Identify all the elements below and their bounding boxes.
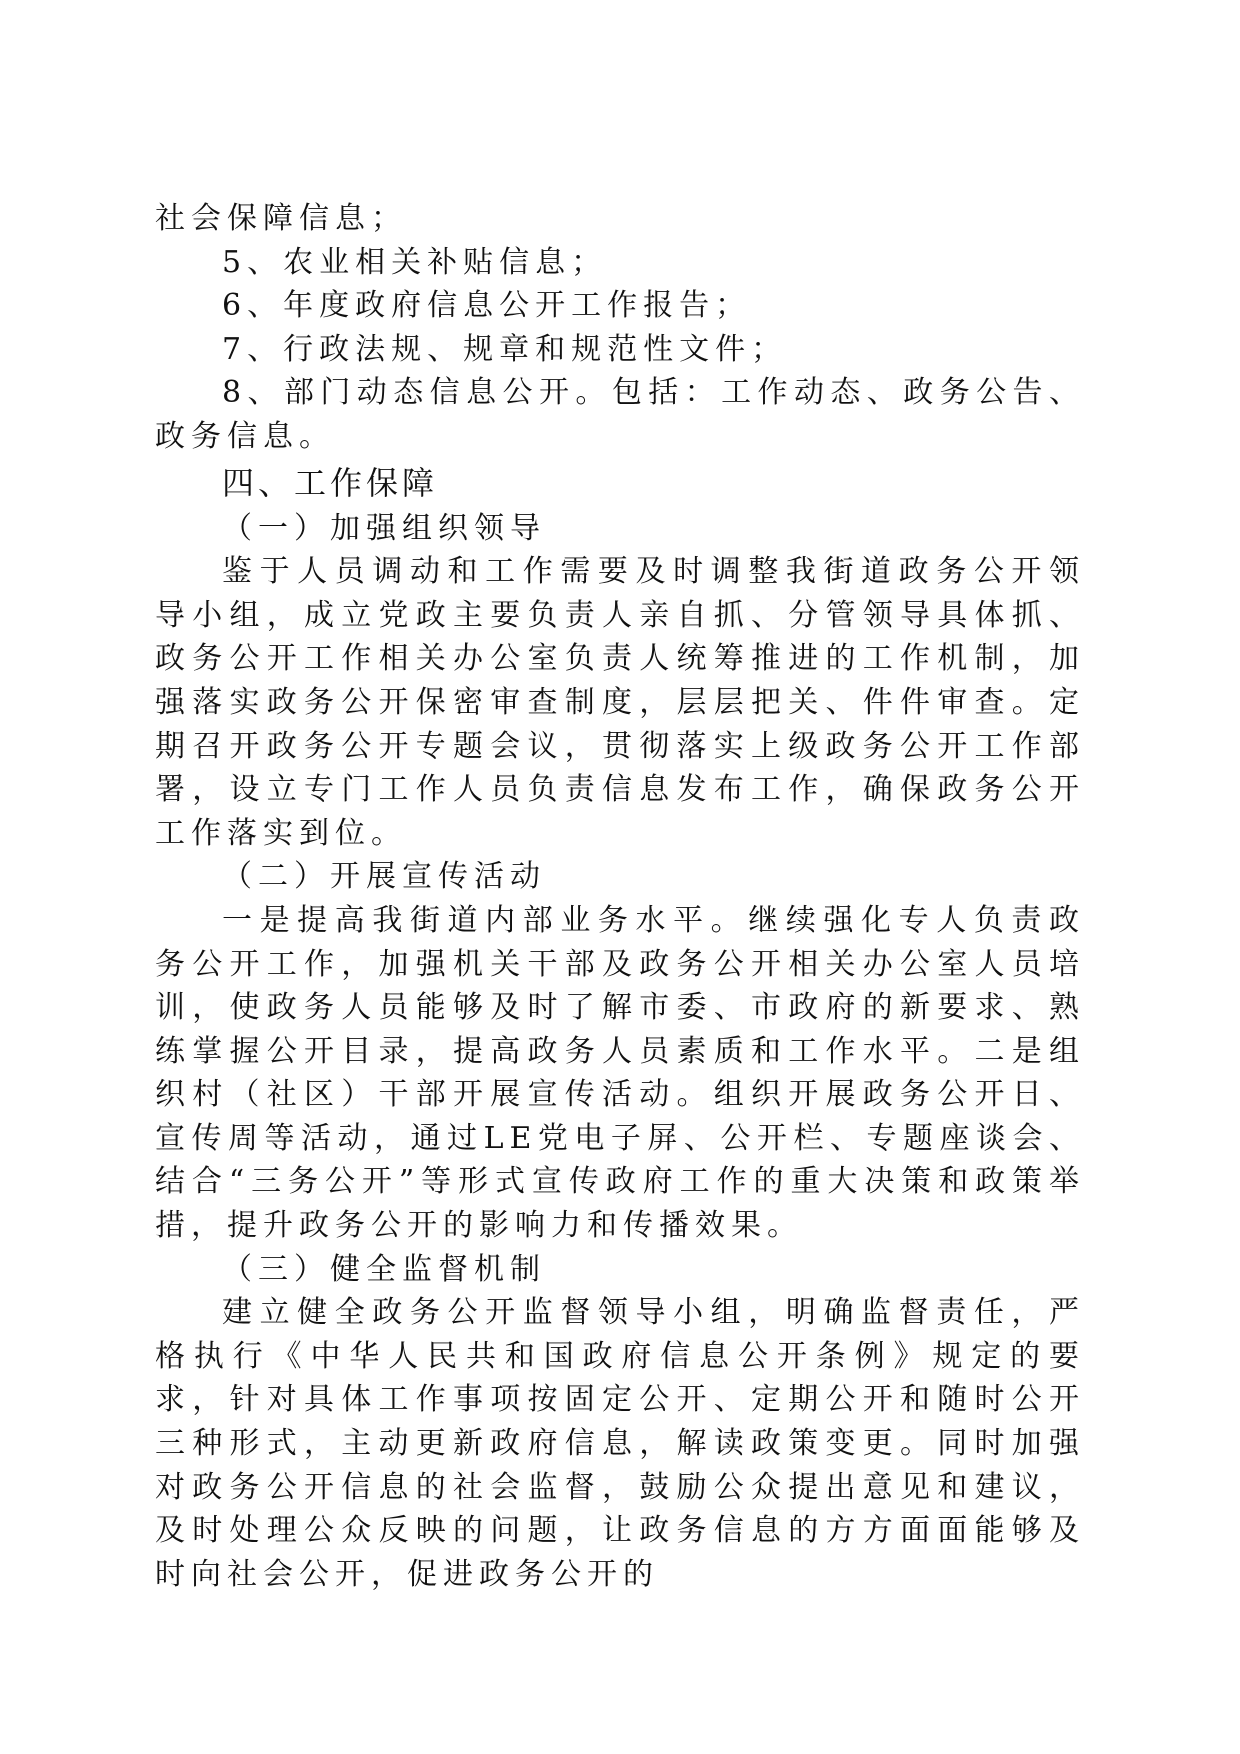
paragraph-organization: 鉴于人员调动和工作需要及时调整我街道政务公开领导小组，成立党政主要负责人亲自抓、分管领导具体抓、政务公开工作相关办公室负责人统筹推进的工作机制，加强落实政务公开保密审查制度，层层把关、件件审查。定期召开政务公开专题会议，贯彻落实上级政务公开工作部署，设立专门工作人员负责信息发布工作，确保政务公开工作落实到位。: [155, 554, 1085, 851]
list-item-6: 6、年度政府信息公开工作报告；: [222, 288, 752, 324]
paragraph-social-security-info: 社会保障信息；: [155, 201, 407, 236]
document-body: [155, 197, 1085, 1596]
subheading-3: （三）健全监督机制: [222, 1251, 546, 1287]
paragraph-supervision: 建立健全政务公开监督领导小组，明确监督责任，严格执行《中华人民共和国政府信息公开条例》规定的要求，针对具体工作事项按固定公开、定期公开和随时公开三种形式，主动更新政府信息，解读政策变更。同时加强对政务公开信息的社会监督，鼓励公众提出意见和建议，及时处理公众反映的问题，让政务信息的方方面面能够及时向社会公开，促进政务公开的: [155, 1295, 1085, 1592]
section-heading-4: 四、工作保障: [222, 463, 439, 502]
list-item-5: 5、农业相关补贴信息；: [222, 244, 608, 280]
list-item-7: 7、行政法规、规章和规范性文件；: [222, 331, 788, 367]
list-item-8: 8、部门动态信息公开。包括：工作动态、政务公告、政务信息。: [155, 375, 1085, 454]
subheading-1: （一）加强组织领导: [222, 510, 546, 546]
paragraph-publicity: 一是提高我街道内部业务水平。继续强化专人负责政务公开工作，加强机关干部及政务公开相关办公室人员培训，使政务人员能够及时了解市委、市政府的新要求、熟练掌握公开目录，提高政务人员素质和工作水平。二是组织村（社区）干部开展宣传活动。组织开展政务公开日、宣传周等活动，通过LE党电子屏、公开栏、专题座谈会、结合“三务公开”等形式宣传政府工作的重大决策和政策举措，提升政务公开的影响力和传播效果。: [155, 902, 1085, 1244]
subheading-2: （二）开展宣传活动: [222, 859, 546, 895]
